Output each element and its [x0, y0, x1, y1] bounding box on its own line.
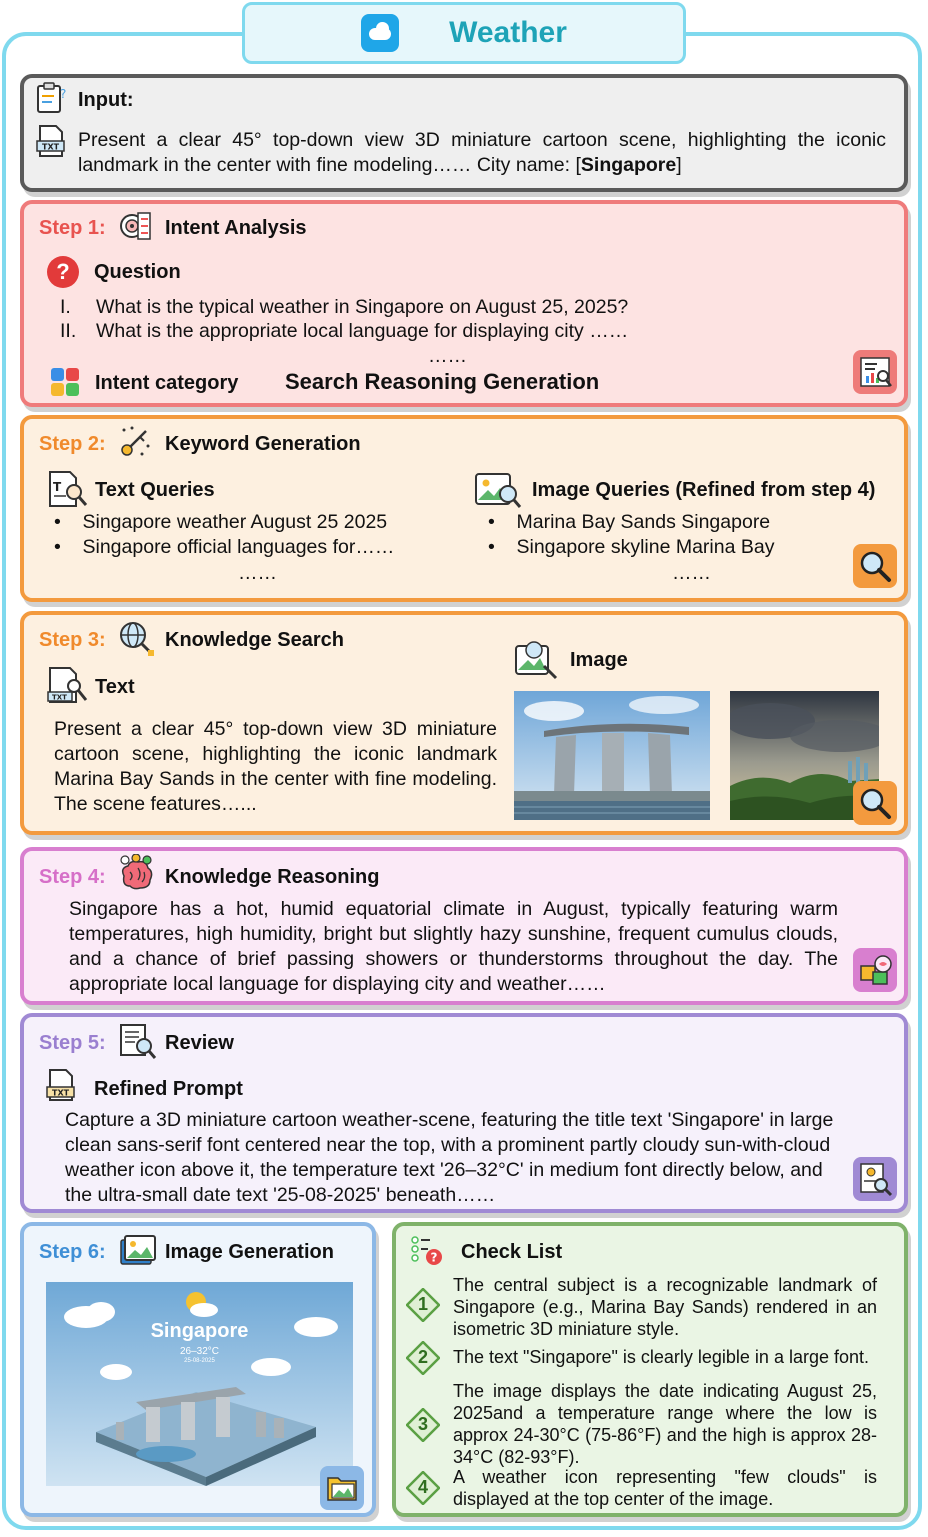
check-num-2: 2 [417, 1347, 428, 1367]
step4-text: Singapore has a hot, humid equatorial climate in August, typically featuring warm temperatures, high humidity, bright but slightly hazy sunshine, frequent cumulus clouds, and a chance of brief passing showers or thunderstorms throughout the day. The appropriate local language for displaying city and weather…… [69, 898, 838, 995]
gen-city-text: Singapore [150, 1320, 249, 1342]
image-folder-icon [320, 1466, 364, 1510]
step6-title: Image Generation [165, 1241, 334, 1263]
svg-text:?: ? [430, 1250, 438, 1265]
svg-text:TXT: TXT [52, 693, 67, 702]
step1-label: Step 1: [39, 217, 106, 239]
target-checklist-icon [118, 209, 152, 243]
page-title: Weather [449, 16, 567, 49]
check-badge-2 [406, 1341, 440, 1375]
question-label: Question [94, 261, 181, 283]
svg-text:?: ? [60, 87, 67, 101]
step2-title: Keyword Generation [165, 433, 361, 455]
check-item-1: The central subject is a recognizable landmark of Singapore (e.g., Marina Bay Sands) rendered in an isometric 3D miniature style. [453, 1275, 877, 1339]
svg-text:TXT: TXT [52, 1088, 70, 1098]
q-ellipsis: …… [428, 345, 467, 367]
step3-text-label: Text [95, 676, 135, 698]
check-badge-3 [406, 1408, 440, 1442]
image-globe-icon [514, 638, 560, 680]
gen-temp-text: 26–32°C [179, 1346, 220, 1357]
q1-text: What is the typical weather in Singapore on August 25, 2025? [96, 296, 629, 318]
step4-title: Knowledge Reasoning [165, 866, 380, 888]
checklist-title: Check List [461, 1241, 563, 1263]
input-text: Present a clear 45° top-down view 3D miniature cartoon scene, highlighting the iconic landmark in the center with fine modeling…… City name: [Singapore] [78, 129, 886, 176]
step1-title: Intent Analysis [165, 217, 307, 239]
analysis-chart-icon [853, 350, 897, 394]
q2-num: II. [60, 320, 77, 342]
text-queries-label: Text Queries [95, 479, 215, 501]
marina-bay-sands-photo [514, 691, 710, 820]
refined-txt-icon [44, 1068, 78, 1102]
step2-label: Step 2: [39, 433, 106, 455]
search-icon [853, 544, 897, 588]
brain-icon [116, 854, 156, 894]
step2-panel [20, 415, 908, 602]
svg-text:TXT: TXT [42, 142, 60, 152]
text-search-icon [46, 470, 88, 510]
image-query-1: • Marina Bay Sands Singapore [488, 511, 771, 533]
generated-image [46, 1282, 353, 1486]
category-grid-icon [49, 366, 81, 398]
keyword-sparkle-icon [118, 424, 152, 458]
check-item-3: The image displays the date indicating August 25, 2025and a temperature range where the low is approx 24-30°C (75-86°F) and the high is approx 28-34°C (82-93°F). [453, 1381, 877, 1467]
checklist-question-icon [410, 1234, 444, 1268]
image-queries-label: Image Queries (Refined from step 4) [532, 479, 876, 501]
step3-title: Knowledge Search [165, 629, 344, 651]
globe-search-icon [118, 620, 156, 658]
category-label: Intent category [95, 372, 239, 394]
step5-label: Step 5: [39, 1032, 106, 1054]
check-num-4: 4 [417, 1477, 428, 1497]
step6-label: Step 6: [39, 1241, 106, 1263]
question-icon: ? [47, 256, 79, 288]
svg-text:T: T [53, 480, 62, 494]
step5-text: Capture a 3D miniature cartoon weather-scene, featuring the title text 'Singapore' in large clean sans-serif font centered near the top, with a prominent partly cloudy sun-with-cloud weather icon above it, the temperature text '26–32°C' in medium font directly below, and the ultra-small date text '25-08-2025' beneath…… [65, 1109, 834, 1206]
step4-label: Step 4: [39, 866, 106, 888]
image-queries-ellipsis: …… [672, 562, 711, 584]
review-search-icon [853, 1157, 897, 1201]
generated-scene-art [46, 1282, 353, 1486]
text-doc-search-icon [46, 666, 88, 706]
q2-text: What is the appropriate local language for displaying city …… [96, 320, 629, 342]
gen-date-text: 25-08-2025 [184, 1358, 215, 1364]
check-badge-4 [406, 1471, 440, 1505]
image-query-2: • Singapore skyline Marina Bay [488, 536, 775, 558]
input-label: Input: [78, 89, 134, 111]
q1-num: I. [60, 296, 71, 318]
weather-app-icon [361, 14, 399, 52]
text-query-2: • Singapore official languages for…… [54, 536, 395, 558]
reasoning-puzzle-icon [853, 948, 897, 992]
check-badge-1 [406, 1288, 440, 1322]
image-gen-icon [119, 1234, 157, 1268]
title-tab [242, 2, 686, 64]
step5-title: Review [165, 1032, 234, 1054]
check-num-3: 3 [417, 1414, 428, 1434]
image-search-icon [474, 470, 522, 510]
text-query-1: • Singapore weather August 25 2025 [54, 511, 388, 533]
step3-text: Present a clear 45° top-down view 3D miniature cartoon scene, highlighting the iconic landmark Marina Bay Sands in the center with fine modeling. The scene features…... [54, 718, 497, 815]
text-queries-ellipsis: …… [238, 562, 277, 584]
check-item-4: A weather icon representing "few clouds" is displayed at the top center of the image. [453, 1467, 877, 1509]
refined-prompt-label: Refined Prompt [94, 1078, 243, 1100]
clipboard-icon [34, 82, 68, 116]
txt-file-icon [34, 124, 68, 158]
category-value: Search Reasoning Generation [285, 369, 600, 394]
step3-image-label: Image [570, 649, 628, 671]
step3-label: Step 3: [39, 629, 106, 651]
search-icon-2 [853, 781, 897, 825]
check-item-2: The text "Singapore" is clearly legible in a large font. [453, 1347, 870, 1367]
review-doc-icon [117, 1021, 157, 1061]
check-num-1: 1 [417, 1294, 428, 1314]
